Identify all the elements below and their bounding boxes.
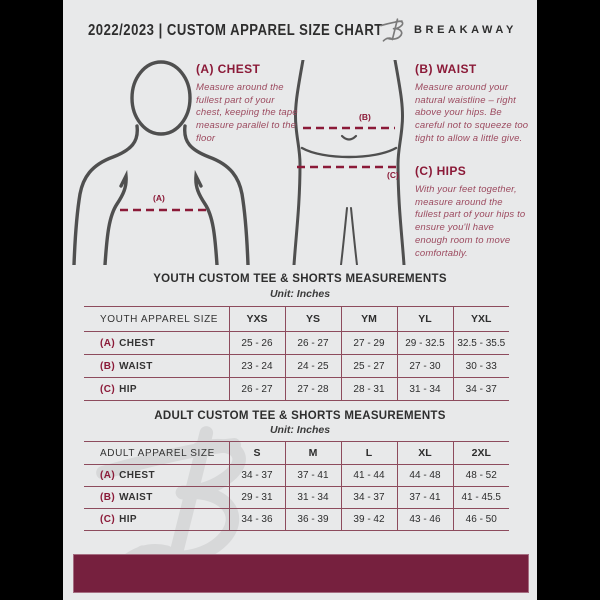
youth-table-title: YOUTH CUSTOM TEE & SHORTS MEASUREMENTS <box>153 273 447 285</box>
chest-guide-text: Measure around the fullest part of your chest, keeping the tape measure parallel to the floor <box>196 82 298 144</box>
youth-col-ym: YM <box>341 307 397 332</box>
hips-outline-illustration <box>283 60 415 265</box>
row-label: (C) HIP <box>84 378 229 401</box>
brand-name: BREAKAWAY <box>414 24 517 36</box>
cell: 27 - 28 <box>285 378 341 401</box>
row-label: (B) WAIST <box>84 487 229 509</box>
cell: 32.5 - 35.5 <box>453 332 509 355</box>
youth-hip-row <box>84 378 509 401</box>
row-label: (B) WAIST <box>84 355 229 378</box>
cell: 24 - 25 <box>285 355 341 378</box>
adult-col-2xl: 2XL <box>453 442 509 465</box>
hips-figure <box>283 60 415 265</box>
adult-size-table <box>84 441 509 531</box>
youth-waist-row <box>84 355 509 378</box>
cell: 43 - 46 <box>397 509 453 531</box>
youth-col-label: YOUTH APPAREL SIZE <box>84 307 229 332</box>
row-label: (A) CHEST <box>84 465 229 487</box>
cell: 27 - 30 <box>397 355 453 378</box>
cell: 41 - 44 <box>341 465 397 487</box>
waist-guide-heading: (B) WAIST <box>415 62 477 76</box>
waist-guide-text: Measure around your natural waistline – right above your hips. Be careful not to squeeze too tight to allow a little give. <box>415 82 529 144</box>
chest-guide-heading: (A) CHEST <box>196 62 261 76</box>
adult-col-s: S <box>229 442 285 465</box>
cell: 29 - 32.5 <box>397 332 453 355</box>
adult-col-label: ADULT APPAREL SIZE <box>84 442 229 465</box>
cell: 27 - 29 <box>341 332 397 355</box>
cell: 41 - 45.5 <box>453 487 509 509</box>
brand-lockup <box>379 16 517 44</box>
adult-col-xl: XL <box>397 442 453 465</box>
waist-guide-block <box>415 62 529 146</box>
cell: 39 - 42 <box>341 509 397 531</box>
hips-guide-block <box>415 164 529 260</box>
youth-size-table <box>84 306 509 401</box>
page-title: 2022/2023 | CUSTOM APPAREL SIZE CHART <box>88 22 383 39</box>
youth-chest-row <box>84 332 509 355</box>
cell: 48 - 52 <box>453 465 509 487</box>
hips-guide-heading: (C) HIPS <box>415 164 467 178</box>
cell: 37 - 41 <box>397 487 453 509</box>
measurement-guide <box>63 52 537 270</box>
adult-waist-row <box>84 487 509 509</box>
youth-col-ys: YS <box>285 307 341 332</box>
cell: 46 - 50 <box>453 509 509 531</box>
adult-hip-row <box>84 509 509 531</box>
adult-header-row <box>84 442 509 465</box>
cell: 23 - 24 <box>229 355 285 378</box>
adult-chest-row <box>84 465 509 487</box>
cell: 37 - 41 <box>285 465 341 487</box>
cell: 31 - 34 <box>397 378 453 401</box>
row-label: (A) CHEST <box>84 332 229 355</box>
cell: 34 - 37 <box>453 378 509 401</box>
cell: 26 - 27 <box>285 332 341 355</box>
youth-col-yxs: YXS <box>229 307 285 332</box>
row-label: (C) HIP <box>84 509 229 531</box>
adult-table-unit: Unit: Inches <box>269 424 331 436</box>
cell: 28 - 31 <box>341 378 397 401</box>
breakaway-b-logo-icon <box>379 16 407 44</box>
cell: 34 - 36 <box>229 509 285 531</box>
size-chart-sheet <box>63 0 537 600</box>
cell: 31 - 34 <box>285 487 341 509</box>
youth-header-row <box>84 307 509 332</box>
marker-b-label: (B) <box>359 112 371 122</box>
cell: 34 - 37 <box>341 487 397 509</box>
hips-guide-text: With your feet together, measure around the fullest part of your hips to ensure you'll have enough room to move comfortably. <box>415 184 526 259</box>
cell: 36 - 39 <box>285 509 341 531</box>
adult-col-l: L <box>341 442 397 465</box>
youth-table-unit: Unit: Inches <box>269 288 331 300</box>
youth-col-yl: YL <box>397 307 453 332</box>
adult-table-title: ADULT CUSTOM TEE & SHORTS MEASUREMENTS <box>154 410 446 422</box>
cell: 44 - 48 <box>397 465 453 487</box>
cell: 30 - 33 <box>453 355 509 378</box>
cell: 34 - 37 <box>229 465 285 487</box>
cell: 29 - 31 <box>229 487 285 509</box>
marker-a-label: (A) <box>153 193 165 203</box>
marker-c-label: (C) <box>387 170 399 180</box>
adult-col-m: M <box>285 442 341 465</box>
cell: 25 - 26 <box>229 332 285 355</box>
chest-guide-block <box>196 62 302 146</box>
footer-accent-bar <box>73 554 529 593</box>
cell: 26 - 27 <box>229 378 285 401</box>
cell: 25 - 27 <box>341 355 397 378</box>
youth-col-yxl: YXL <box>453 307 509 332</box>
